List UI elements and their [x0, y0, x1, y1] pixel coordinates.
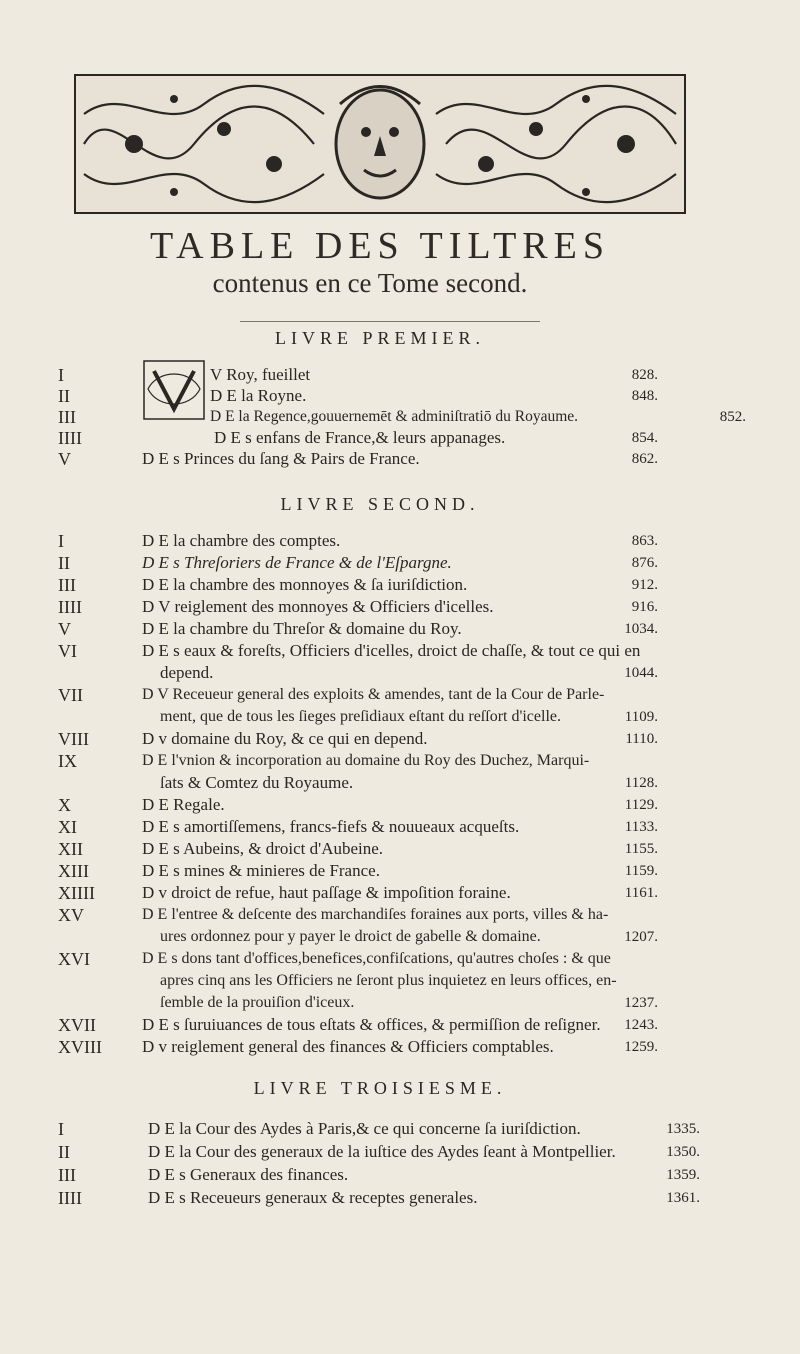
chapter-title: D E s amortiſſemens, francs-fiefs & nouueaux acqueſts.	[142, 817, 520, 836]
chapter-number: V	[58, 619, 71, 639]
chapter-number: XII	[58, 839, 83, 859]
chapter-number: III	[58, 575, 76, 595]
page-title: TABLE DES TILTRES	[150, 225, 610, 267]
chapter-number: XIIII	[58, 883, 95, 903]
page-number: 1350.	[666, 1144, 700, 1160]
chapter-number: IIII	[58, 1188, 82, 1208]
chapter-number: XVI	[58, 949, 90, 969]
page-number: 1259.	[624, 1039, 658, 1055]
chapter-number: XV	[58, 905, 84, 925]
page-number: 1155.	[624, 841, 658, 857]
page-number: 1161.	[624, 885, 658, 901]
chapter-title: D v droict de refue, haut paſſage & impoſition foraine.	[142, 883, 511, 902]
chapter-title: D E s mines & minieres de France.	[142, 861, 380, 880]
chapter-title-continuation: ſemble de la prouiſion d'iceux.	[160, 994, 355, 1011]
chapter-title-continuation: depend.	[160, 663, 214, 682]
page-number: 1361.	[666, 1190, 700, 1206]
page-number: 916.	[631, 599, 658, 615]
page-number: 862.	[631, 451, 658, 467]
section-heading: LIVRE PREMIER.	[274, 328, 485, 348]
chapter-title: D E s Threſoriers de France & de l'Eſpargne.	[142, 553, 452, 572]
chapter-title: D E la chambre des comptes.	[142, 531, 341, 550]
chapter-number: II	[58, 386, 70, 406]
chapter-number: I	[58, 1119, 64, 1139]
chapter-number: I	[58, 365, 64, 385]
page-number: 1044.	[624, 665, 658, 681]
chapter-title: D E la Cour des generaux de la iuſtice des Aydes ſeant à Montpellier.	[148, 1142, 616, 1161]
page-number: 1109.	[624, 709, 658, 725]
divider	[240, 321, 540, 322]
page-number: 1159.	[624, 863, 658, 879]
chapter-title-continuation: ment, que de tous les ſieges preſidiaux eſtant du reſſort d'icelle.	[160, 708, 561, 725]
section-heading: LIVRE TROISIESME.	[253, 1078, 507, 1098]
page-number: 1133.	[624, 819, 658, 835]
chapter-number: III	[58, 407, 76, 427]
chapter-number: XIII	[58, 861, 89, 881]
chapter-number: II	[58, 553, 70, 573]
chapter-number: XVIII	[58, 1037, 102, 1057]
chapter-title: D E la chambre des monnoyes & ſa iuriſdiction.	[142, 575, 468, 594]
chapter-title: D E la Royne.	[210, 386, 307, 405]
chapter-title: V Roy, fueillet	[210, 365, 311, 384]
page-number: 1243.	[624, 1017, 658, 1033]
page-number: 1110.	[625, 731, 658, 747]
chapter-number: IX	[58, 751, 77, 771]
chapter-number: I	[58, 531, 64, 551]
chapter-title: D V reiglement des monnoyes & Officiers d'icelles.	[142, 597, 494, 616]
chapter-title: D v reiglement general des finances & Officiers comptables.	[142, 1037, 554, 1056]
page-number: 1335.	[666, 1121, 700, 1137]
chapter-title-continuation: ſats & Comtez du Royaume.	[160, 773, 354, 792]
chapter-number: V	[58, 449, 71, 469]
chapter-title: D E Regale.	[142, 795, 225, 814]
chapter-number: IIII	[58, 428, 82, 448]
page-number: 876.	[631, 555, 658, 571]
section-heading: LIVRE SECOND.	[280, 494, 480, 514]
page-number: 848.	[631, 388, 658, 404]
ornamental-initial	[142, 359, 206, 421]
page-number: 1128.	[624, 775, 658, 791]
chapter-number: II	[58, 1142, 70, 1162]
chapter-number: VI	[58, 641, 77, 661]
chapter-title: D E s eaux & foreſts, Officiers d'icelles, droict de chaſſe, & tout ce qui en	[142, 641, 641, 660]
page-number: 854.	[631, 430, 658, 446]
chapter-title: D E la Regence,gouuernemēt & adminiſtratiō du Royaume.	[210, 408, 579, 425]
chapter-title: D E s dons tant d'offices,benefices,confiſcations, qu'autres choſes : & que	[142, 950, 611, 967]
chapter-title: D E l'vnion & incorporation au domaine du Roy des Duchez, Marqui-	[142, 752, 590, 769]
chapter-title: D E la Cour des Aydes à Paris,& ce qui concerne ſa iuriſdiction.	[148, 1119, 581, 1138]
page-number: 912.	[631, 577, 658, 593]
chapter-title: D V Receueur general des exploits & amendes, tant de la Cour de Parle-	[142, 686, 605, 703]
chapter-title: D E s Generaux des finances.	[148, 1165, 349, 1184]
page-number: 852.	[719, 409, 746, 425]
chapter-number: VII	[58, 685, 83, 705]
chapter-number: XVII	[58, 1015, 96, 1035]
chapter-number: XI	[58, 817, 77, 837]
chapter-title: D v domaine du Roy, & ce qui en depend.	[142, 729, 428, 748]
chapter-title: D E s enfans de France,& leurs appanages.	[214, 428, 506, 447]
chapter-number: III	[58, 1165, 76, 1185]
chapter-title: D E s Receueurs generaux & receptes generales.	[148, 1188, 478, 1207]
page-number: 1034.	[624, 621, 658, 637]
chapter-number: IIII	[58, 597, 82, 617]
chapter-title: D E s ſuruiuances de tous eſtats & offices, & permiſſion de reſigner.	[142, 1015, 601, 1034]
chapter-title: D E s Aubeins, & droict d'Aubeine.	[142, 839, 384, 858]
chapter-title: D E l'entree & deſcente des marchandiſes foraines aux ports, villes & ha-	[142, 906, 609, 923]
woodcut-headpiece	[74, 74, 686, 214]
chapter-title-continuation: apres cinq ans les Officiers ne ſeront plus inquietez en leurs offices, en-	[160, 972, 617, 989]
page-subtitle: contenus en ce Tome second.	[212, 268, 528, 298]
page-number: 863.	[631, 533, 658, 549]
chapter-number: X	[58, 795, 71, 815]
page-number: 828.	[631, 367, 658, 383]
page-number: 1207.	[624, 929, 658, 945]
page-number: 1129.	[624, 797, 658, 813]
chapter-title-continuation: ures ordonnez pour y payer le droict de gabelle & domaine.	[160, 928, 541, 945]
chapter-number: VIII	[58, 729, 89, 749]
chapter-title: D E la chambre du Threſor & domaine du Roy.	[142, 619, 462, 638]
page-number: 1359.	[666, 1167, 700, 1183]
chapter-title: D E s Princes du ſang & Pairs de France.	[142, 449, 420, 468]
page-number: 1237.	[624, 995, 658, 1011]
